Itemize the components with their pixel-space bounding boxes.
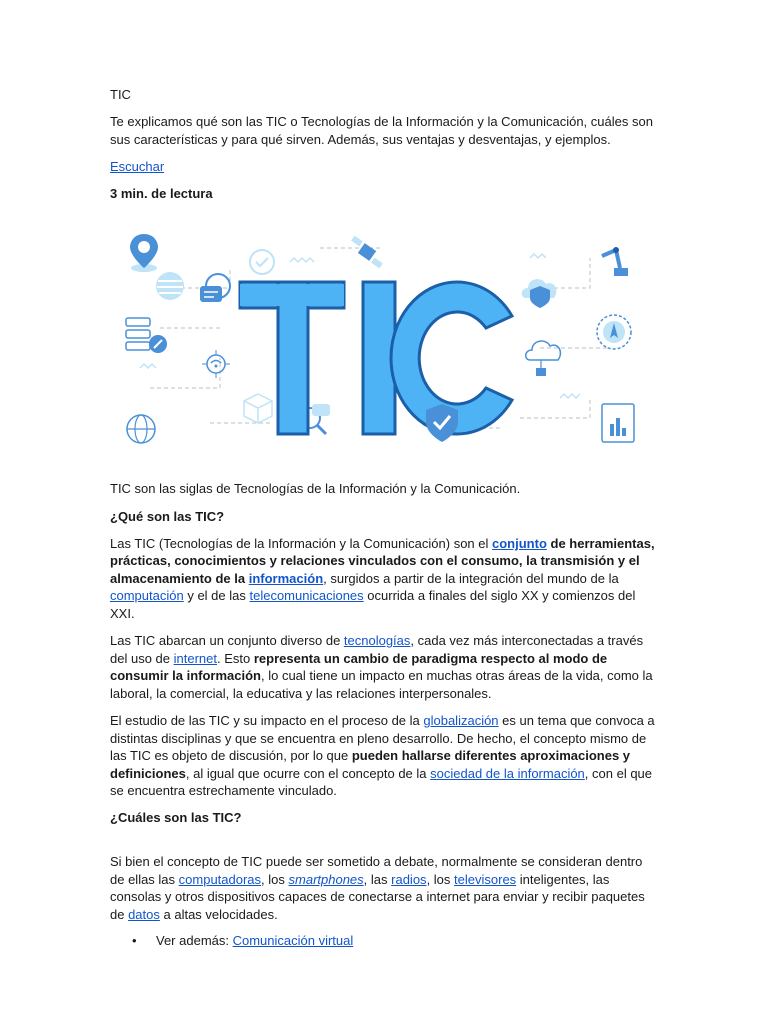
rocket-badge-icon bbox=[597, 315, 631, 349]
paragraph-devices bbox=[110, 853, 660, 923]
wave-pattern-icon bbox=[140, 254, 580, 398]
listen-link[interactable]: Escuchar bbox=[110, 158, 165, 174]
cloud-network-icon bbox=[526, 341, 561, 376]
text-run: , con el que se encuentra estrechamente vinculado. bbox=[110, 765, 653, 799]
image-caption: TIC son las siglas de Tecnologías de la Información y la Comunicación. bbox=[110, 481, 521, 497]
link-computacion[interactable]: computación bbox=[110, 588, 184, 604]
text-run: Las TIC (Tecnologías de la Información y la Comunicación) son el bbox=[110, 535, 493, 551]
see-also-list bbox=[110, 932, 660, 950]
location-pin-icon bbox=[130, 234, 158, 272]
link-internet[interactable]: internet bbox=[173, 650, 217, 666]
text-run: , surgidos a partir de la integración del mundo de la bbox=[323, 570, 619, 586]
text-run: ocurrida a finales del siglo XX y comienzos del XXI. bbox=[110, 588, 636, 622]
link-computadoras[interactable]: computadoras bbox=[178, 871, 262, 887]
wifi-hub-icon bbox=[202, 350, 230, 378]
heading-cuales-son: ¿Cuáles son las TIC? bbox=[110, 810, 242, 826]
text-run: , al igual que ocurre con el concepto de la bbox=[185, 765, 431, 781]
paragraph-scope bbox=[110, 632, 660, 702]
globe-icon bbox=[127, 415, 155, 443]
bold-run: pueden hallarse diferentes aproximaciones y definiciones bbox=[110, 748, 631, 781]
link-conjunto[interactable]: conjunto bbox=[492, 535, 547, 551]
see-also-item bbox=[110, 932, 660, 950]
link-tecnologias[interactable]: tecnologías bbox=[343, 633, 411, 649]
link-comunicacion-virtual[interactable]: Comunicación virtual bbox=[232, 933, 354, 949]
check-circle-icon bbox=[250, 250, 274, 274]
heading-que-son: ¿Qué son las TIC? bbox=[110, 508, 225, 524]
text-run: a altas velocidades. bbox=[159, 906, 278, 922]
see-also-label: Ver además: bbox=[156, 933, 233, 949]
tic-illustration bbox=[120, 228, 648, 454]
link-smartphones[interactable]: smartphones bbox=[288, 871, 364, 887]
server-wrench-icon bbox=[126, 318, 167, 353]
link-globalizacion[interactable]: globalización bbox=[423, 713, 499, 728]
text-run: es un tema que convoca a distintas disciplinas y que se encuentra en pleno desarrollo. De hecho, el concepto mismo de las TIC es objeto de discusión, por lo que bbox=[110, 713, 655, 764]
text-run: , lo cual tiene un impacto en muchas otras áreas de la vida, como la laboral, la comercial, la educativa y las relaciones interpersonales. bbox=[110, 668, 653, 701]
link-televisores[interactable]: televisores bbox=[454, 871, 517, 887]
link-radios[interactable]: radios bbox=[391, 871, 427, 887]
text-run: , los bbox=[426, 871, 455, 887]
text-run: Si bien el concepto de TIC puede ser sometido a debate, normalmente se consideran dentro de ellas las bbox=[110, 854, 643, 887]
text-run: Las TIC abarcan un conjunto diverso de bbox=[110, 633, 344, 649]
text-run: El estudio de las TIC y su impacto en el proceso de la bbox=[110, 713, 424, 728]
listen-line bbox=[110, 158, 660, 176]
link-telecomunicaciones[interactable]: telecomunicaciones bbox=[249, 588, 364, 604]
cloud-shield-icon bbox=[522, 279, 557, 308]
text-run: inteligentes, las consolas y otros dispositivos capaces de conectarse a internet para enviar y recibir paquetes de bbox=[110, 871, 645, 922]
bold-run: de herramientas, prácticas, conocimientos y relaciones vinculados con el consumo, la transmisión y el almacenamiento de la bbox=[110, 535, 655, 586]
bold-run: representa un cambio de paradigma respecto al modo de consumir la información bbox=[110, 650, 608, 684]
text-run: y el de las bbox=[183, 588, 250, 604]
document-body bbox=[110, 86, 660, 950]
link-datos[interactable]: datos bbox=[128, 906, 160, 922]
document-title: TIC bbox=[110, 87, 131, 102]
read-time-line bbox=[110, 185, 660, 203]
text-run: , los bbox=[261, 871, 289, 887]
document-chart-icon bbox=[602, 404, 634, 442]
paragraph-definition bbox=[110, 535, 660, 623]
text-run: . Esto bbox=[216, 650, 254, 666]
text-run: , las bbox=[363, 871, 392, 887]
link-sociedad-informacion[interactable]: sociedad de la información bbox=[430, 765, 585, 781]
link-informacion[interactable]: información bbox=[248, 570, 324, 586]
hero-tic-letters bbox=[240, 282, 512, 434]
hero-text: TIC bbox=[384, 268, 386, 269]
read-time: 3 min. de lectura bbox=[110, 185, 213, 201]
robot-arm-icon bbox=[602, 247, 628, 276]
stripe-circle-icon bbox=[156, 272, 184, 300]
paragraph-study bbox=[110, 712, 660, 800]
shield-check-icon bbox=[426, 404, 458, 442]
cube-icon bbox=[244, 394, 272, 423]
intro-paragraph: Te explicamos qué son las TIC o Tecnologías de la Información y la Comunicación, cuáles son sus características y para qué sirven. Además, sus ventajas y desventajas, y ejemplos. bbox=[110, 114, 653, 147]
satellite-icon bbox=[351, 236, 383, 269]
text-run: , cada vez más interconectadas a través del uso de bbox=[110, 633, 644, 666]
